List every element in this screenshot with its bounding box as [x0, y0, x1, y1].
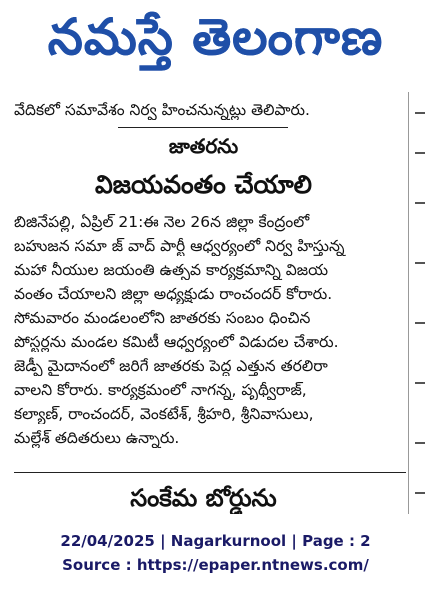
- masthead: [0, 0, 431, 86]
- margin-mark: [415, 202, 425, 204]
- article-top-line: వేదికలో సమావేశం నిర్వ హించనున్నట్లు తెలిపారు.: [14, 101, 310, 119]
- body-line: పోస్టర్లను మండల కమిటీ ఆధ్వర్యంలో విడుదల చేశారు.: [14, 333, 339, 351]
- body-line: జెడ్పీ మైదానంలో జరిగే జాతరకు పెద్ద ఎత్తున తరలిరా: [14, 357, 328, 375]
- masthead-logo: నమస్తే తెలంగాణ: [47, 7, 384, 66]
- margin-mark: [415, 112, 425, 114]
- body-line: కల్యాణ్, రాంచందర్, వెంకటేశ్, శ్రీహరి, శ్రీనివాసులు,: [14, 405, 314, 423]
- adjacent-column-edge: [408, 92, 431, 514]
- body-line: మహా నీయుల జయంతి ఉత్సవ కార్యక్రమాన్ని విజయ: [14, 261, 329, 279]
- body-line: వాలని కోరారు. కార్యక్రమంలో నాగన్న, పృథ్వీరాజ్,: [14, 381, 307, 399]
- headline-small: జాతరను: [168, 134, 239, 158]
- margin-mark: [415, 322, 425, 324]
- footer-source: Source : https://epaper.ntnews.com/: [62, 556, 369, 574]
- body-line: వంతం చేయాలని జిల్లా అధ్యక్షుడు రాంచందర్ కోరారు.: [14, 285, 333, 303]
- headline-large: విజయవంతం చేయాలి: [95, 170, 312, 199]
- margin-mark: [415, 382, 425, 384]
- footer-meta: 22/04/2025 | Nagarkurnool | Page : 2: [60, 532, 371, 550]
- margin-mark: [415, 442, 425, 444]
- margin-mark: [415, 492, 425, 494]
- divider-rule: [14, 472, 406, 473]
- body-line: బహుజన సమా జ్ వాద్ పార్టీ ఆధ్వర్యంలో నిర్వ హిస్తున్న: [14, 237, 345, 255]
- divider-rule: [118, 127, 288, 128]
- body-line: మల్లేశ్ తదితరులు ఉన్నారు.: [14, 429, 180, 447]
- margin-mark: [415, 152, 425, 154]
- margin-mark: [415, 262, 425, 264]
- next-headline: సంకేమ బోర్డును: [130, 484, 277, 512]
- body-line: బిజినేపల్లి, ఏప్రిల్ 21:ఈ నెల 26న జిల్లా కేంద్రంలో: [14, 213, 310, 231]
- article-clipping: [0, 94, 407, 514]
- body-line: సోమవారం మండలంలోని జాతరకు సంబం ధించిన: [14, 309, 311, 327]
